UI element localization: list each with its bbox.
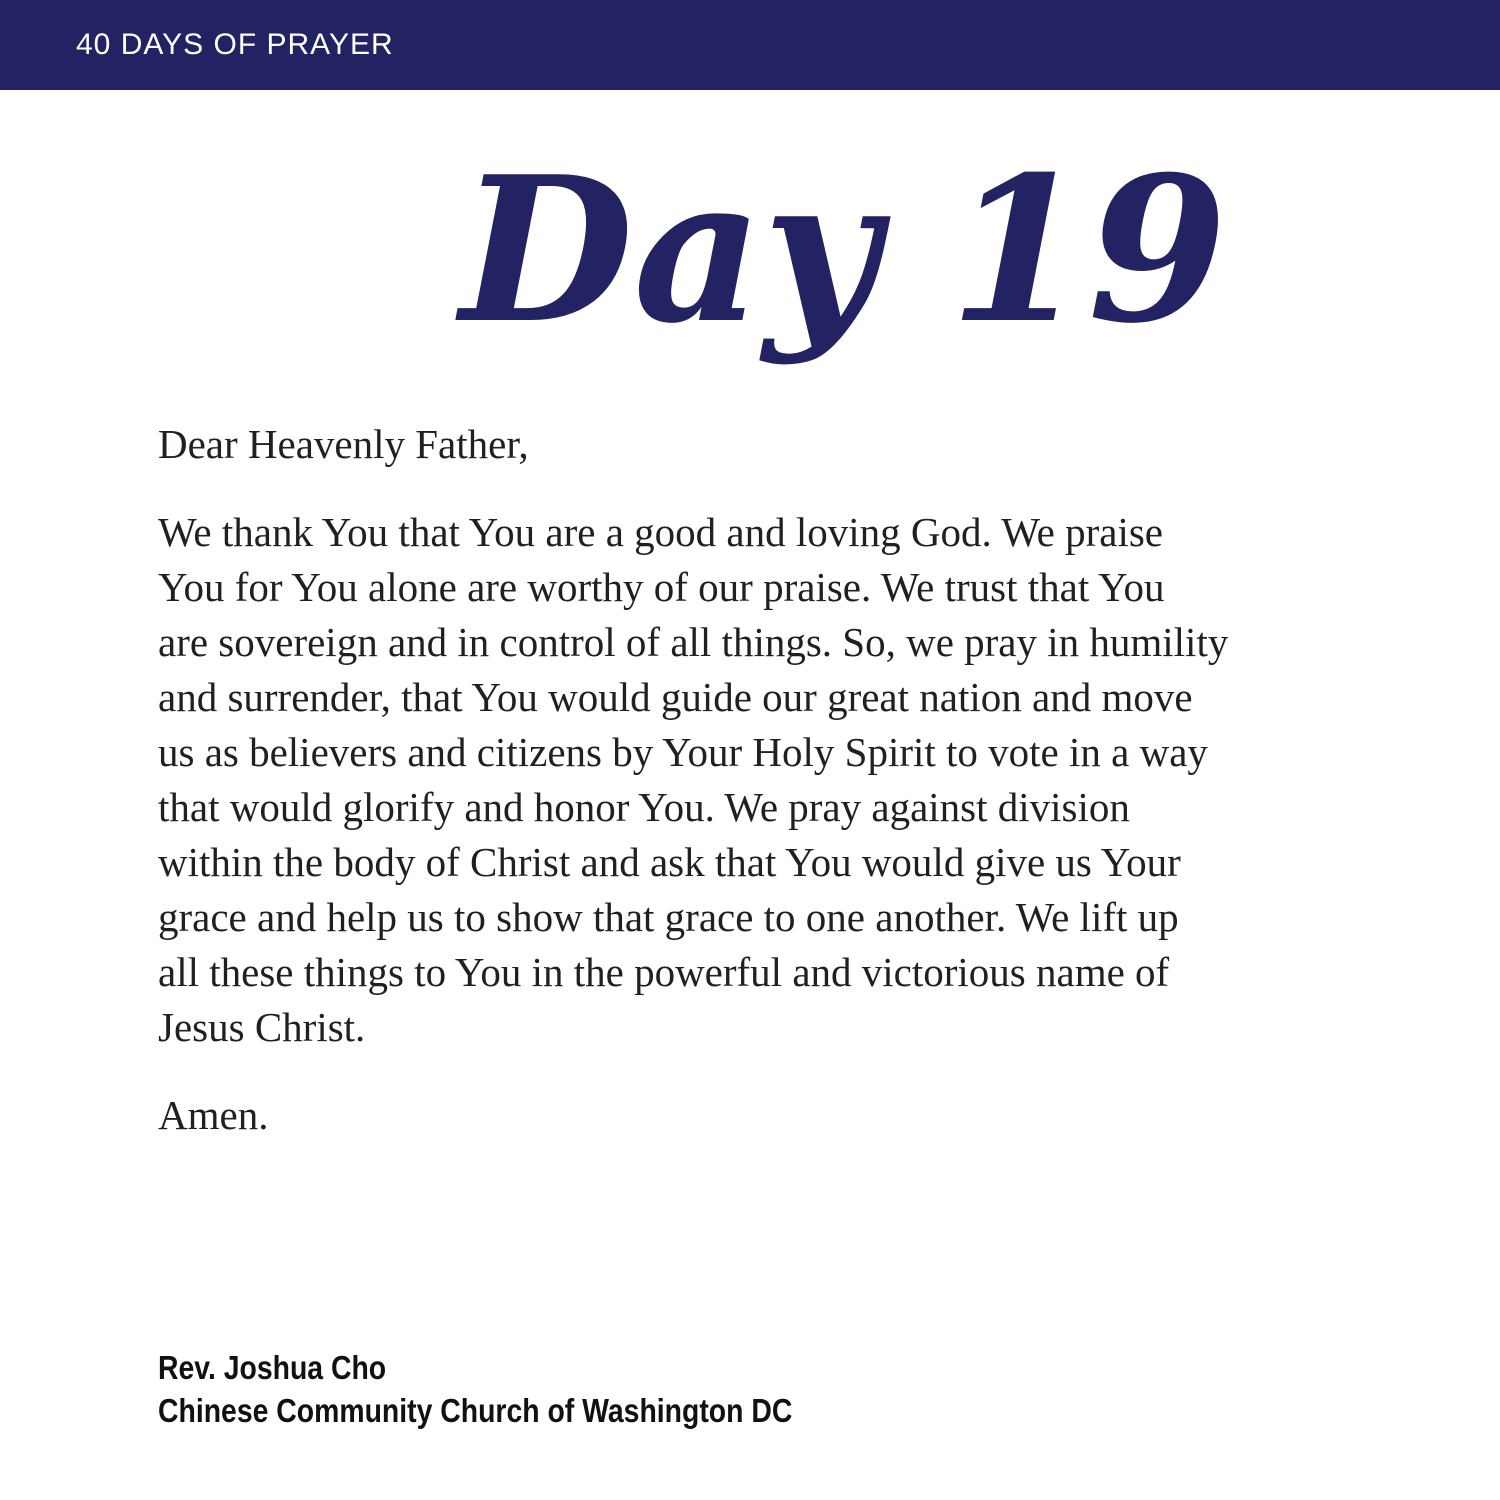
closing: Amen. — [158, 1092, 269, 1138]
prayer-line: Jesus Christ. — [158, 1004, 366, 1050]
prayer-line: We thank You that You are a good and loving God. We praise — [158, 509, 1164, 555]
author-signature — [158, 1346, 792, 1432]
day-label: Day 19 — [460, 133, 1228, 368]
prayer-line: within the body of Christ and ask that You would give us Your — [158, 839, 1181, 885]
author-church: Chinese Community Church of Washington DC — [158, 1392, 793, 1429]
salutation: Dear Heavenly Father, — [158, 421, 529, 467]
prayer-body — [158, 417, 1358, 1143]
prayer-line: are sovereign and in control of all things. So, we pray in humility — [158, 619, 1229, 665]
prayer-line: all these things to You in the powerful and victorious name of — [158, 949, 1170, 995]
prayer-line: You for You alone are worthy of our praise. We trust that You — [158, 564, 1165, 610]
day-heading — [440, 133, 1228, 390]
author-name: Rev. Joshua Cho — [158, 1349, 387, 1386]
prayer-line: us as believers and citizens by Your Holy Spirit to vote in a way — [158, 729, 1208, 775]
prayer-line: and surrender, that You would guide our great nation and move — [158, 674, 1193, 720]
prayer-paragraph — [158, 505, 1358, 1055]
prayer-line: that would glorify and honor You. We pray against division — [158, 784, 1130, 830]
series-title: 40 DAYS OF PRAYER — [76, 28, 394, 61]
prayer-line: grace and help us to show that grace to one another. We lift up — [158, 894, 1179, 940]
header-bar — [0, 0, 1500, 90]
